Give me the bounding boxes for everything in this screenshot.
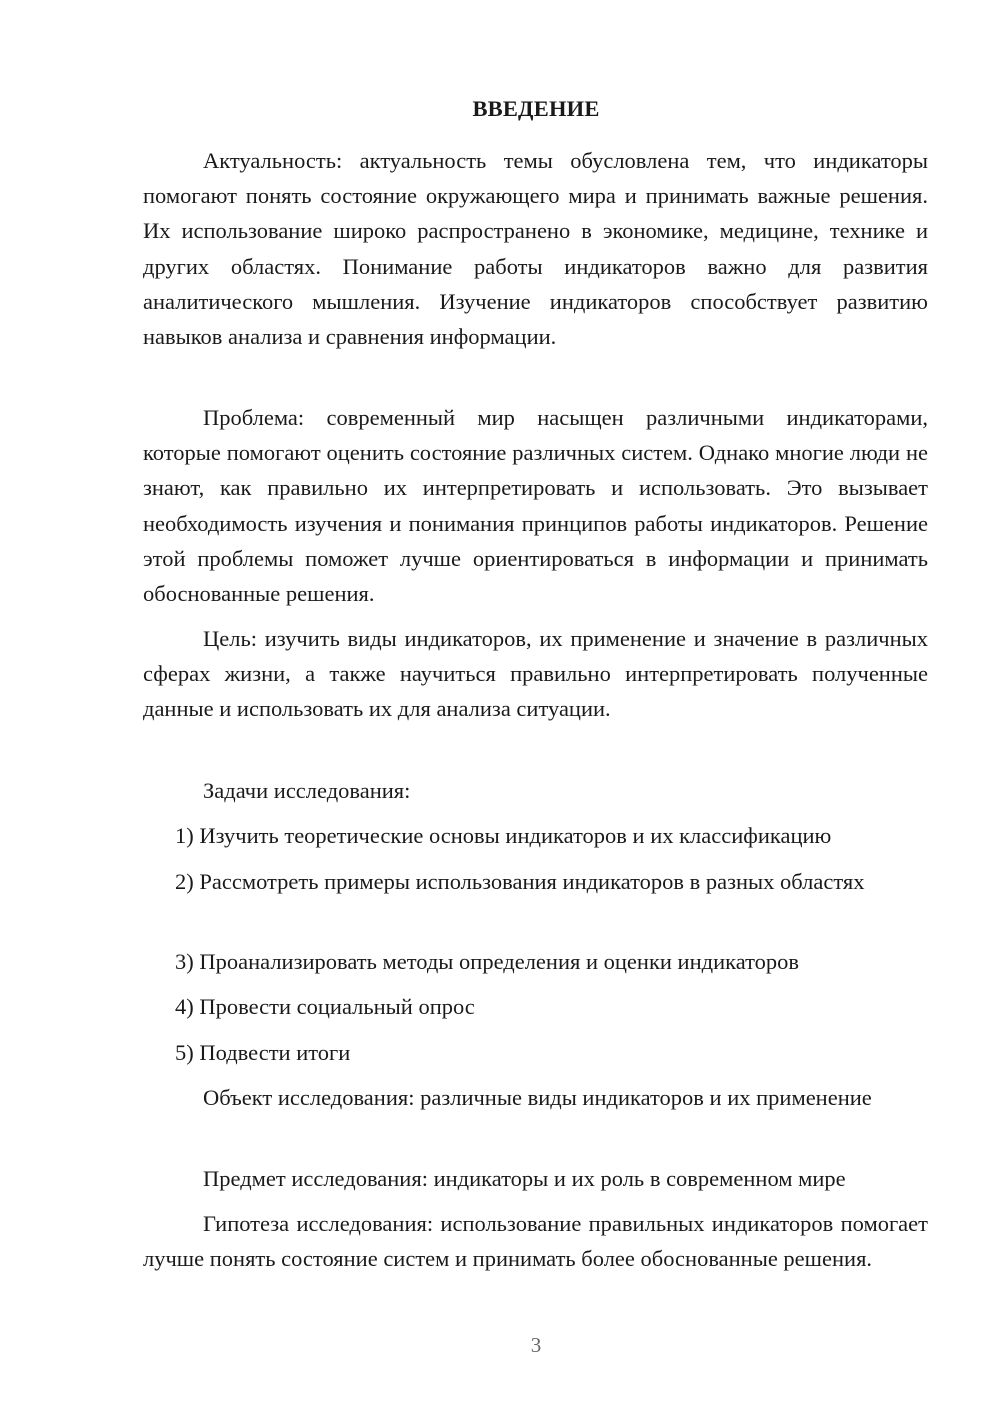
hypothesis-paragraph: Гипотеза исследования: использование правильных индикаторов помогает лучше понять состояние систем и принимать более обоснованные решения. [143, 1211, 928, 1272]
task-item-3: 3) Проанализировать методы определения и оценки индикаторов [175, 949, 800, 974]
goal-paragraph: Цель: изучить виды индикаторов, их применение и значение в различных сферах жизни, а также научиться правильно интерпретировать полученные данные и использовать их для анализа ситуации. [143, 626, 928, 722]
object-paragraph: Объект исследования: различные виды индикаторов и их применение [203, 1085, 872, 1110]
tasks-label: Задачи исследования: [203, 778, 411, 803]
task-item-2: 2) Рассмотреть примеры использования индикаторов в разных областях [175, 869, 865, 894]
page-number: 3 [530, 1333, 542, 1357]
task-item-5: 5) Подвести итоги [175, 1040, 351, 1065]
section-heading: ВВЕДЕНИЕ [472, 96, 600, 121]
task-item-1: 1) Изучить теоретические основы индикаторов и их классификацию [175, 823, 832, 848]
problem-paragraph: Проблема: современный мир насыщен различными индикаторами, которые помогают оценить состояние различных систем. Однако многие люди не знают, как правильно их интерпретировать и использовать. Это вызывает необходимость изучения и понимания принципов работы индикаторов. Решение этой проблемы поможет лучше ориентироваться в информации и принимать обоснованные решения. [143, 405, 928, 607]
subject-paragraph: Предмет исследования: индикаторы и их роль в современном мире [203, 1166, 846, 1191]
relevance-paragraph: Актуальность: актуальность темы обусловлена тем, что индикаторы помогают понять состояние окружающего мира и принимать важные решения. Их использование широко распространено в экономике, медицине, технике и других областях. Понимание работы индикаторов важно для развития аналитического мышления. Изучение индикаторов способствует развитию навыков анализа и сравнения информации. [143, 148, 928, 350]
task-item-4: 4) Провести социальный опрос [175, 994, 475, 1019]
